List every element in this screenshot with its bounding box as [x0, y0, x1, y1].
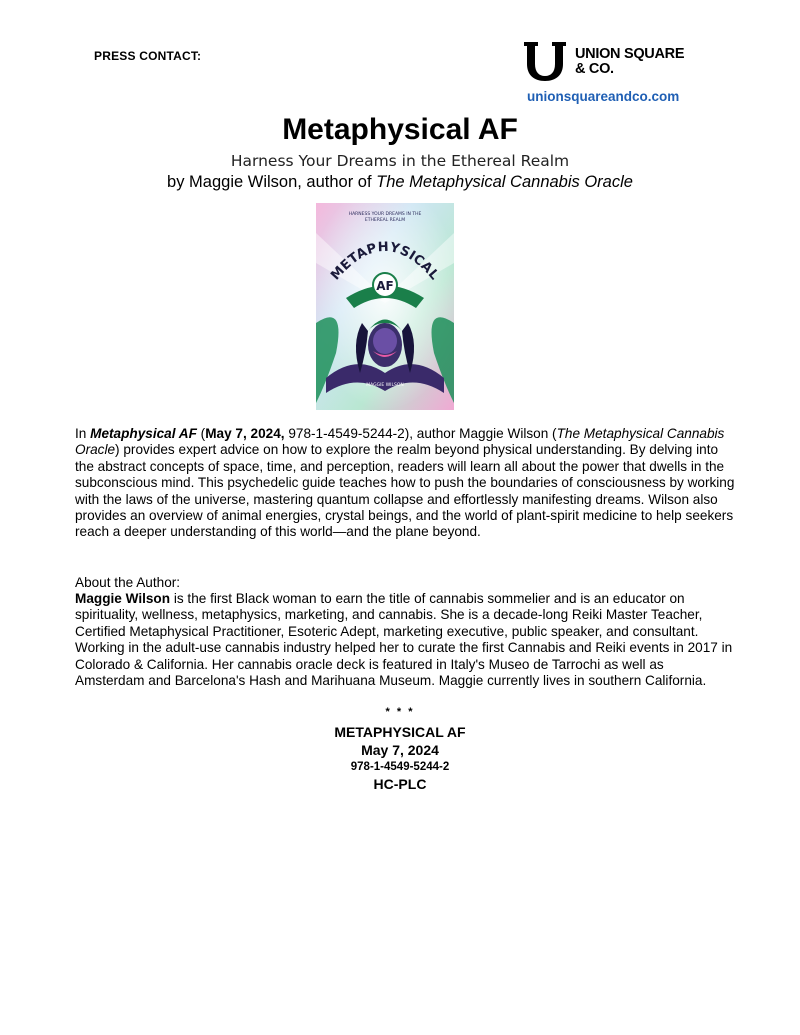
press-contact-label: PRESS CONTACT:	[94, 49, 202, 63]
publisher-name-line-1: UNION SQUARE	[575, 46, 685, 62]
cover-top-text-1: HARNESS YOUR DREAMS IN THE	[348, 212, 422, 217]
publisher-name	[575, 47, 684, 77]
cover-author: MAGGIE WILSON	[366, 383, 404, 388]
author-bio: is the first Black woman to earn the title of cannabis sommelier and is an educator on spirituality, wellness, metaphysics, marketing, and cannabis. She is a decade-long Reiki Master Teacher, Certified Metaphysical Practitioner, Esoteric Adept, marketing executive, public speaker, and consultant. Working in the adult-use cannabis industry helped her to curate the first Cannabis and Reiki events in 2017 in Colorado & California. Her cannabis oracle deck is featured in Italy's Museo de Tarrochi as well as Amsterdam and Barcelona's Hash and Marihuana Museum. Maggie currently lives in southern California.	[75, 591, 733, 689]
desc-work: The Metaphysical Cannabis Oracle	[75, 426, 725, 458]
book-byline	[0, 173, 800, 192]
desc-in: In	[75, 426, 91, 441]
cover-top-text-2: ETHEREAL REALM	[364, 218, 406, 223]
footer-isbn: 978-1-4549-5244-2	[350, 761, 450, 773]
publisher-logo	[522, 40, 702, 110]
footer-date: May 7, 2024	[361, 742, 439, 758]
about-author-text	[75, 591, 735, 689]
desc-date: May 7, 2024,	[205, 426, 285, 441]
about-author-heading: About the Author:	[75, 575, 181, 590]
union-square-u-icon	[522, 40, 568, 82]
desc-open: (	[196, 426, 206, 441]
footer-title: METAPHYSICAL AF	[334, 724, 466, 740]
desc-title: Metaphysical AF	[90, 426, 197, 441]
desc-rest: ) provides expert advice on how to explore the realm beyond physical understanding. By delving into the abstract concepts of space, time, and perception, readers will learn all about the power that dwells in the subconscious mind. This psychedelic guide teaches how to push the boundaries of consciousness by working with the laws of the universe, mastering quantum collapse and effortlessly manifesting dreams. Wilson also provides an overview of animal energies, crystal beings, and the world of plant-spirit medicine to help seekers reach a deeper understanding of this world—and the plane beyond.	[75, 442, 735, 540]
cover-arc-title-path: METAPHYSICAL	[328, 239, 442, 284]
footer-format: HC-PLC	[373, 776, 427, 792]
book-title: Metaphysical AF	[282, 113, 518, 146]
desc-after-date: 978-1-4549-5244-2), author Maggie Wilson (	[284, 426, 557, 441]
publisher-url-link[interactable]: unionsquareandco.com	[527, 89, 680, 104]
byline-work: The Metaphysical Cannabis Oracle	[376, 173, 633, 191]
book-subtitle: Harness Your Dreams in the Ethereal Realm	[230, 152, 570, 170]
cover-badge: AF	[376, 279, 394, 293]
section-separator: * * *	[385, 706, 415, 718]
book-description	[75, 426, 735, 541]
book-cover-image	[316, 203, 454, 410]
author-name: Maggie Wilson	[75, 591, 171, 606]
publisher-name-line-2: & CO.	[575, 61, 614, 77]
byline-prefix: by Maggie Wilson, author of	[167, 173, 377, 191]
